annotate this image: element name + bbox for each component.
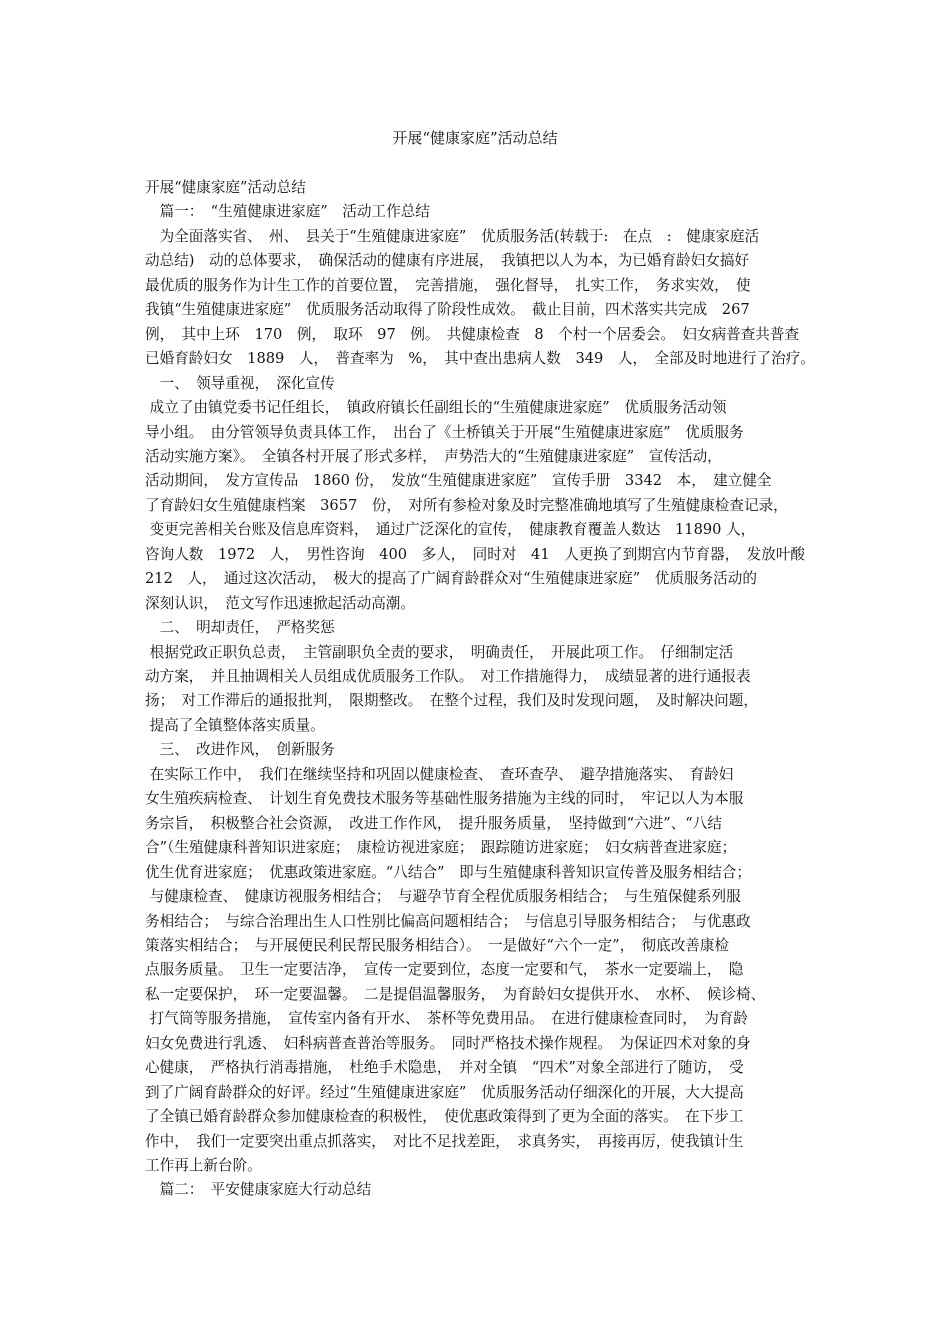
body-line: 二、 明却责任， 严格奖惩 bbox=[145, 619, 335, 637]
body-line: 例， 其中上环 170 例， 取环 97 例。 共健康检查 8 个村一个居委会。 妇女病普查共普查 bbox=[145, 325, 800, 343]
body-line: 作中， 我们一定要突出重点抓落实， 对比不足找差距， 求真务实， 再接再厉，使我镇计生 bbox=[145, 1132, 744, 1150]
body-line: 私一定要保护， 环一定要温馨。 二是提倡温馨服务， 为育龄妇女提供开水、 水杯、 候诊椅、 bbox=[145, 985, 766, 1003]
body-line: 女生殖疾病检查、 计划生育免费技术服务等基础性服务措施为主线的同时， 牢记以人为本服 bbox=[145, 790, 744, 808]
body-line: 已婚育龄妇女 1889 人， 普查率为 %， 其中查出患病人数 349 人， 全部及时地进行了治疗。 bbox=[145, 350, 815, 368]
body-line: 成立了由镇党委书记任组长， 镇政府镇长任副组长的“生殖健康进家庭” 优质服务活动领 bbox=[145, 399, 727, 416]
body-line: 到了广阔育龄群众的好评。经过“生殖健康进家庭” 优质服务活动仔细深化的开展，大大提高 bbox=[145, 1083, 744, 1101]
body-line: 根据党政正职负总责， 主管副职负全责的要求， 明确责任， 开展此项工作。 仔细制定活 bbox=[145, 643, 734, 661]
body-line: 一、 领导重视， 深化宣传 bbox=[145, 374, 335, 392]
body-line: 提高了全镇整体落实质量。 bbox=[145, 716, 325, 734]
body-line: 优生优育进家庭； 优惠政策进家庭。“八结合” 即与生殖健康科普知识宣传普及服务相结合； bbox=[145, 863, 751, 881]
body-line: 务宗旨， 积极整合社会资源， 改进工作作风， 提升服务质量， 坚持做到“六进”、“八结 bbox=[145, 814, 722, 832]
body-line: 动总结) 动的总体要求， 确保活动的健康有序进展， 我镇把以人为本，为已婚育龄妇女搞好 bbox=[145, 252, 750, 270]
body-line: 212 人， 通过这次活动， 极大的提高了广阔育龄群众对“生殖健康进家庭” 优质服务活动的 bbox=[145, 570, 757, 588]
body-line: 与健康检查、 健康访视服务相结合； 与避孕节育全程优质服务相结合； 与生殖保健系列服 bbox=[145, 888, 741, 905]
body-line: 三、 改进作风， 创新服务 bbox=[145, 741, 335, 759]
body-line: 导小组。 由分管领导负责具体工作， 出台了《土桥镇关于开展“生殖健康进家庭” 优质服务 bbox=[145, 423, 744, 441]
body-line: 工作再上新台阶。 bbox=[145, 1157, 262, 1174]
body-line: 打气筒等服务措施， 宣传室内备有开水、 茶杯等免费用品。 在进行健康检查同时， 为育龄 bbox=[145, 1010, 748, 1028]
body-line: 点服务质量。 卫生一定要洁净， 宣传一定要到位，态度一定要和气， 茶水一定要端上， 隐 bbox=[145, 961, 744, 979]
body-line: 妇女免费进行乳透、 妇科病普查普治等服务。 同时严格技术操作规程。 为保证四术对象的身 bbox=[145, 1034, 751, 1052]
body-line: 务相结合； 与综合治理出生人口性别比偏高问题相结合； 与信息引导服务相结合； 与优惠政 bbox=[145, 912, 751, 930]
body-line: 为全面落实省、 州、 县关于“生殖健康进家庭” 优质服务活(转载于: 在点 : 健康家庭活 bbox=[145, 227, 760, 245]
body-line: 策落实相结合； 与开展便民利民帮民服务相结合）。 一是做好“六个一定”， 彻底改善康检 bbox=[145, 936, 730, 954]
body-line: 活动实施方案》。 全镇各村开展了形式多样， 声势浩大的“生殖健康进家庭” 宣传活动， bbox=[145, 447, 722, 465]
body-line: 心健康， 严格执行消毒措施， 杜绝手术隐患， 并对全镇 “四术”对象全部进行了随访， 受 bbox=[145, 1059, 744, 1077]
body-line: 开展“健康家庭”活动总结 bbox=[145, 179, 306, 196]
document-title: 开展“健康家庭”活动总结 bbox=[392, 129, 558, 147]
body-line: 合”（生殖健康科普知识进家庭； 康检访视进家庭； 跟踪随访进家庭； 妇女病普查进家庭； bbox=[145, 839, 737, 857]
body-line: 在实际工作中， 我们在继续坚持和巩固以健康检查、 查环查孕、 避孕措施落实、 育龄妇 bbox=[145, 765, 734, 783]
body-line: 动方案， 并且抽调相关人员组成优质服务工作队。 对工作措施得力， 成绩显著的进行通报表 bbox=[145, 668, 751, 685]
body-line: 变更完善相关台账及信息库资料， 通过广泛深化的宣传， 健康教育覆盖人数达 11890 人， bbox=[145, 521, 756, 539]
body-line: 最优质的服务作为计生工作的首要位置， 完善措施， 强化督导， 扎实工作， 务求实效， 使 bbox=[145, 276, 751, 294]
body-line: 篇二： 平安健康家庭大行动总结 bbox=[145, 1181, 372, 1199]
body-line: 了全镇已婚育龄群众参加健康检查的积极性， 使优惠政策得到了更为全面的落实。 在下步工 bbox=[145, 1108, 744, 1126]
body-line: 了育龄妇女生殖健康档案 3657 份， 对所有参检对象及时完整准确地填写了生殖健康检查记录， bbox=[145, 496, 788, 514]
body-line: 咨询人数 1972 人， 男性咨询 400 多人， 同时对 41 人更换了到期宫内节育器， 发放叶酸 bbox=[145, 545, 806, 563]
body-line: 深刻认识， 范文写作迅速掀起活动高潮。 bbox=[145, 594, 415, 612]
body-line: 我镇“生殖健康进家庭” 优质服务活动取得了阶段性成效。 截止目前，四术落实共完成 267 bbox=[145, 301, 750, 319]
body-line: 活动期间， 发方宣传品 1860 份， 发放“生殖健康进家庭” 宣传手册 3342 本， 建立健全 bbox=[145, 472, 772, 490]
body-line: 扬； 对工作滞后的通报批判， 限期整改。 在整个过程，我们及时发现问题， 及时解决问题， bbox=[145, 692, 758, 710]
body-line: 篇一： “生殖健康进家庭” 活动工作总结 bbox=[145, 203, 430, 221]
